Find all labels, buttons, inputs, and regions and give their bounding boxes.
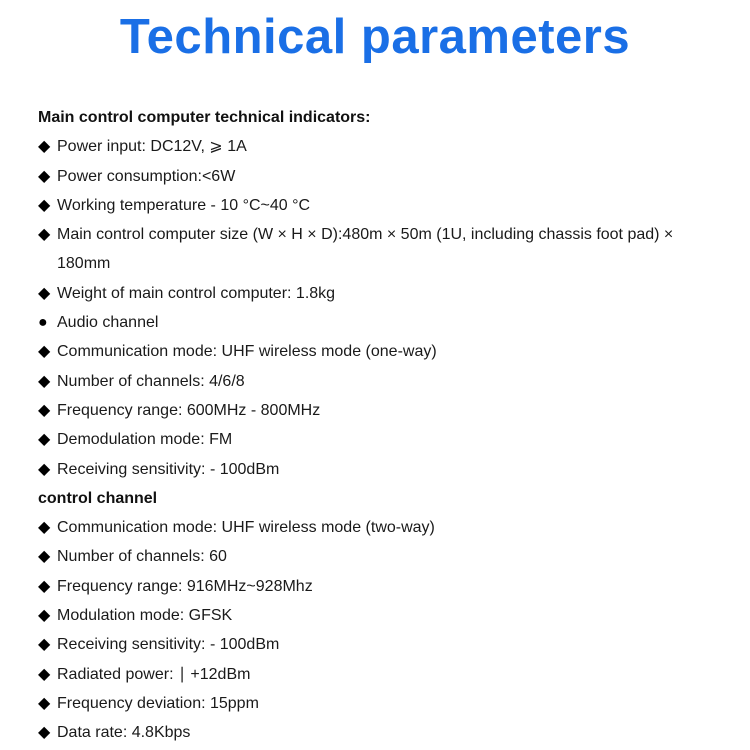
diamond-bullet-icon: ◆: [38, 343, 51, 361]
section-heading-main-control: Main control computer technical indicators:: [38, 109, 371, 126]
spec-item-text: Data rate: 4.8Kbps: [57, 724, 191, 742]
spec-item-text: Demodulation mode: FM: [57, 431, 233, 449]
diamond-bullet-icon: ◆: [38, 665, 51, 683]
diamond-bullet-icon: ◆: [38, 226, 51, 244]
spec-item-text: Communication mode: UHF wireless mode (two-way): [57, 519, 435, 537]
diamond-bullet-icon: ◆: [38, 577, 51, 595]
spec-item-text: Receiving sensitivity: - 100dBm: [57, 636, 280, 654]
spec-item-number-of-channels: [38, 367, 728, 396]
diamond-bullet-icon: ◆: [38, 607, 51, 625]
page-title: Technical parameters: [119, 10, 631, 64]
spec-item-receiving-sensitivity: [38, 455, 728, 484]
spec-item-working-temperature: [38, 191, 728, 220]
spec-item-text: Main control computer size (W × H × D):480m × 50m (1U, including chassis foot pad) × 180mm: [57, 226, 674, 273]
spec-item-radiated-power: [38, 660, 728, 689]
circle-bullet-icon: ●: [38, 314, 48, 332]
spec-item-text: Modulation mode: GFSK: [57, 607, 233, 625]
spec-item-frequency-range: [38, 396, 728, 425]
spec-item-text: Frequency deviation: 15ppm: [57, 694, 259, 712]
spec-item-text: Weight of main control computer: 1.8kg: [57, 284, 336, 302]
spec-item-size: [38, 220, 728, 279]
spec-item-text: Working temperature - 10 °C~40 °C: [57, 196, 311, 214]
spec-item-communication-mode: [38, 513, 728, 542]
spec-item-text: Audio channel: [57, 314, 159, 332]
spec-item-text: Number of channels: 60: [57, 548, 227, 566]
spec-item-text: Communication mode: UHF wireless mode (one-way): [57, 343, 437, 361]
diamond-bullet-icon: ◆: [38, 138, 51, 156]
spec-item-frequency-range: [38, 572, 728, 601]
diamond-bullet-icon: ◆: [38, 548, 51, 566]
spec-item-communication-mode: [38, 337, 728, 366]
diamond-bullet-icon: ◆: [38, 460, 51, 478]
spec-item-text: Frequency range: 600MHz - 800MHz: [57, 401, 321, 419]
diamond-bullet-icon: ◆: [38, 636, 51, 654]
diamond-bullet-icon: ◆: [38, 372, 51, 390]
spec-item-receiving-sensitivity: [38, 630, 728, 659]
spec-item-text: Power consumption:<6W: [57, 167, 236, 185]
diamond-bullet-icon: ◆: [38, 694, 51, 712]
spec-item-text: Receiving sensitivity: - 100dBm: [57, 460, 280, 478]
spec-item-data-rate: [38, 718, 728, 747]
section-heading-control-channel: control channel: [38, 489, 158, 507]
spec-item-audio-channel: [38, 308, 728, 337]
spec-item-text: Radiated power: ∣ +12dBm: [57, 665, 251, 683]
diamond-bullet-icon: ◆: [38, 167, 51, 185]
spec-item-power-consumption: [38, 162, 728, 191]
diamond-bullet-icon: ◆: [38, 401, 51, 419]
spec-item-demodulation-mode: [38, 425, 728, 454]
spec-item-text: Number of channels: 4/6/8: [57, 372, 245, 390]
spec-item-number-of-channels: [38, 542, 728, 571]
spec-item-modulation-mode: [38, 601, 728, 630]
spec-item-power-input: [38, 132, 728, 161]
diamond-bullet-icon: ◆: [38, 196, 51, 214]
spec-item-text: Frequency range: 916MHz~928Mhz: [57, 577, 313, 595]
spec-content: [38, 103, 728, 748]
diamond-bullet-icon: ◆: [38, 431, 51, 449]
spec-item-frequency-deviation: [38, 689, 728, 718]
spec-item-text: Power input: DC12V, ⩾ 1A: [57, 138, 247, 156]
diamond-bullet-icon: ◆: [38, 284, 51, 302]
diamond-bullet-icon: ◆: [38, 724, 51, 742]
diamond-bullet-icon: ◆: [38, 519, 51, 537]
spec-item-weight: [38, 279, 728, 308]
